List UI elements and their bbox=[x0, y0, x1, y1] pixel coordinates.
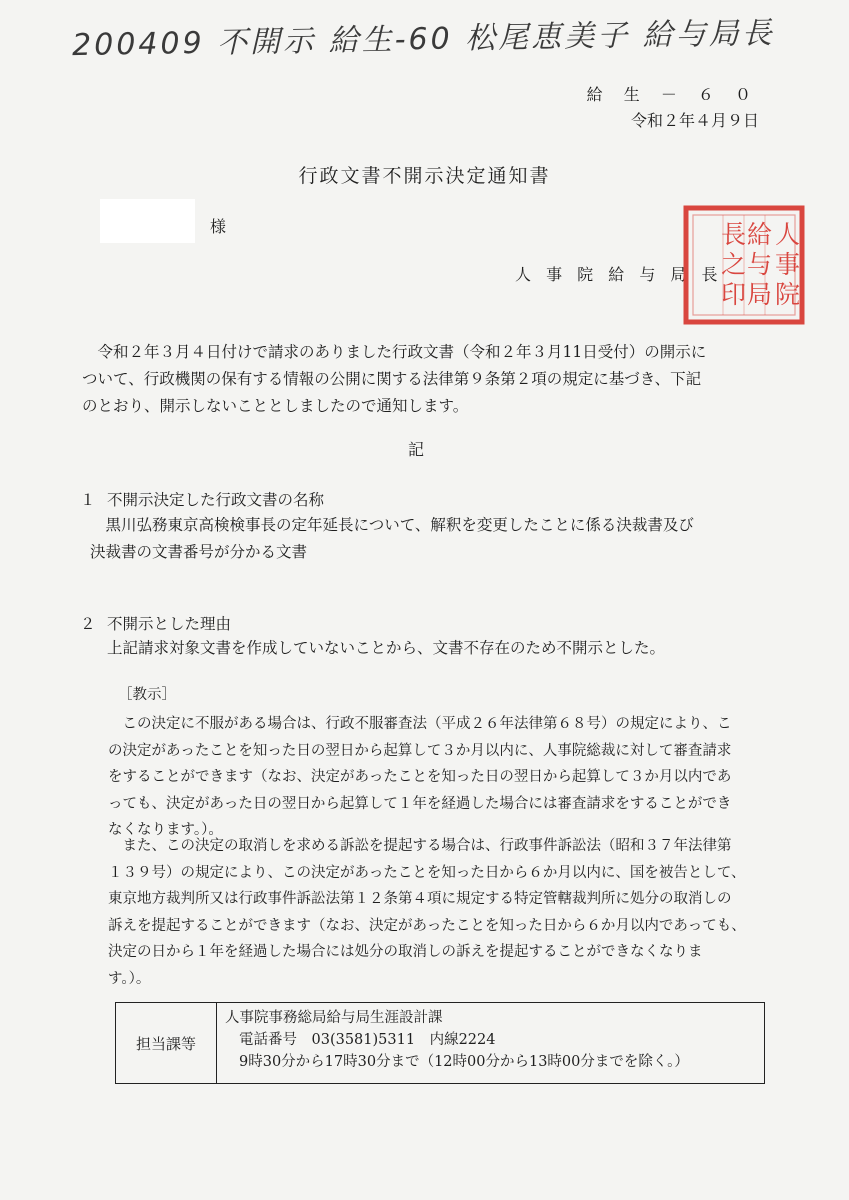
document-number: 給 生 － ６ ０ bbox=[586, 85, 759, 104]
kyoji-line: この決定に不服がある場合は、行政不服審査法（平成２６年法律第６８号）の規定により、こ bbox=[108, 716, 732, 732]
official-seal-icon bbox=[683, 205, 805, 325]
handwritten-note: 200409 不開示 給生-60 松尾恵美子 給与局長 bbox=[71, 15, 775, 64]
kyoji-line: また、この決定の取消しを求める訴訟を提起する場合は、行政事件訴訟法（昭和３７年法律第 bbox=[108, 838, 732, 854]
section-1-line: 黒川弘務東京高検検事長の定年延長について、解釈を変更したことに係る決裁書及び bbox=[90, 516, 694, 534]
ki-heading: 記 bbox=[408, 440, 425, 459]
contact-hours: 9時30分から17時30分まで（12時00分から13時00分までを除く。） bbox=[239, 1054, 689, 1070]
kyoji-line: す。）。 bbox=[108, 970, 151, 987]
kyoji-paragraph-2 bbox=[108, 833, 746, 992]
svg-text:印: 印 bbox=[721, 280, 747, 309]
section-1-heading: 不開示決定した行政文書の名称 bbox=[107, 491, 325, 509]
section-2-heading: 不開示とした理由 bbox=[107, 615, 232, 633]
kyoji-line: 東京地方裁判所又は行政事件訴訟法第１２条第４項に規定する特定管轄裁判所に処分の取消しの bbox=[108, 891, 732, 907]
contact-details bbox=[217, 1003, 697, 1083]
intro-line: のとおり、開示しないこととしましたので通知します。 bbox=[82, 397, 469, 415]
section-1-body bbox=[90, 512, 694, 566]
contact-phone: 電話番号 03(3581)5311 内線2224 bbox=[239, 1032, 496, 1048]
kyoji-line: っても、決定があった日の翌日から起算して１年を経過した場合には審査請求をすることができ bbox=[108, 795, 732, 812]
svg-text:長: 長 bbox=[721, 220, 747, 249]
svg-text:給: 給 bbox=[747, 220, 773, 249]
svg-text:事: 事 bbox=[775, 250, 801, 279]
kyoji-line: なくなります。）。 bbox=[108, 822, 223, 838]
document-title: 行政文書不開示決定通知書 bbox=[298, 165, 551, 187]
svg-text:与: 与 bbox=[747, 250, 773, 279]
section-2-number: ２ bbox=[80, 615, 96, 633]
sender: 人 事 院 給 与 局 長 bbox=[515, 265, 723, 284]
kyoji-line: １３９号）の規定により、この決定があったことを知った日から６か月以内に、国を被告として、 bbox=[108, 864, 746, 881]
kyoji-line: 決定の日から１年を経過した場合には処分の取消しの訴えを提起することができなくなりま bbox=[108, 944, 703, 960]
svg-text:人: 人 bbox=[775, 220, 801, 249]
contact-box bbox=[115, 1002, 765, 1084]
document-date: 令和２年４月９日 bbox=[630, 111, 759, 130]
kyoji-line: をすることができます（なお、決定があったことを知った日の翌日から起算して３か月以内であ bbox=[108, 769, 732, 785]
svg-text:院: 院 bbox=[775, 280, 801, 309]
kyoji-paragraph-1 bbox=[108, 711, 732, 844]
redacted-addressee bbox=[100, 199, 195, 243]
kyoji-line: の決定があったことを知った日の翌日から起算して３か月以内に、人事院総裁に対して審査請求 bbox=[108, 742, 732, 759]
addressee-suffix: 様 bbox=[210, 217, 227, 236]
kyoji-label: ［教示］ bbox=[118, 687, 176, 703]
section-1-number: １ bbox=[80, 491, 96, 509]
intro-paragraph bbox=[82, 339, 706, 420]
intro-line: 令和２年３月４日付けで請求のありました行政文書（令和２年３月11日受付）の開示に bbox=[82, 343, 707, 361]
section-1-line: 決裁書の文書番号が分かる文書 bbox=[90, 543, 308, 561]
svg-text:之: 之 bbox=[721, 250, 747, 279]
section-2-body: 上記請求対象文書を作成していないことから、文書不存在のため不開示とした。 bbox=[107, 639, 666, 657]
contact-label: 担当課等 bbox=[116, 1003, 217, 1083]
contact-department: 人事院事務総局給与局生涯設計課 bbox=[225, 1010, 443, 1026]
kyoji-line: 訴えを提起することができます（なお、決定があったことを知った日から６か月以内であっても、 bbox=[108, 917, 746, 934]
svg-text:局: 局 bbox=[747, 280, 773, 309]
intro-line: ついて、行政機関の保有する情報の公開に関する法律第９条第２項の規定に基づき、下記 bbox=[82, 370, 702, 388]
